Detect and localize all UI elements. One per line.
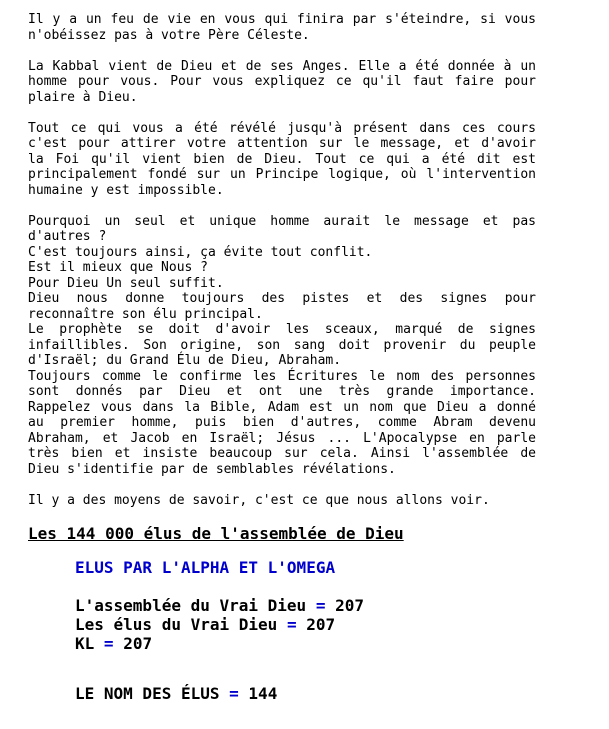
- paragraph-line: Rappelez vous dans la Bible, Adam est un nom que Dieu a donné: [28, 399, 536, 415]
- equation-label: Les élus du Vrai Dieu: [75, 614, 278, 634]
- paragraph: [28, 12, 536, 43]
- paragraph-line: Dieu s'identifie par de semblables révélations.: [28, 461, 396, 477]
- subheading: ELUS PAR L'ALPHA ET L'OMEGA: [75, 557, 336, 577]
- paragraph-line: plaire à Dieu.: [28, 89, 138, 105]
- paragraph-line: Le prophète se doit d'avoir les sceaux, marqué de signes: [28, 322, 536, 337]
- paragraph-line: principalement fondé sur un Principe logique, où l'intervention: [28, 167, 536, 182]
- equation-row: [75, 615, 536, 634]
- paragraph-line: très bien et insiste beaucoup sur cela. Ainsi l'assemblée de: [28, 446, 536, 461]
- equation-operator: =: [229, 683, 239, 703]
- paragraph-line: La Kabbal vient de Dieu et de ses Anges. Elle a été donnée à un: [28, 58, 536, 74]
- paragraph-line: Tout ce qui vous a été révélé jusqu'à présent dans ces cours: [28, 120, 536, 136]
- paragraph-line: sont donnés par Dieu et ont une très grande importance.: [28, 384, 536, 399]
- equation-label: LE NOM DES ÉLUS: [75, 683, 220, 703]
- paragraph-line: Abraham, et Jacob en Israël; Jésus ... L'Apocalypse en parle: [28, 430, 536, 446]
- numerology-block: [75, 558, 536, 703]
- paragraph-line: C'est toujours ainsi, ça évite tout conflit.: [28, 244, 373, 260]
- paragraph-line: la Foi qu'il vient bien de Dieu. Tout ce qui a été dit est: [28, 151, 536, 167]
- paragraph-line: d'Israël; du Grand Élu de Dieu, Abraham.: [28, 353, 342, 368]
- document-body: [28, 12, 536, 703]
- equation-label: L'assemblée du Vrai Dieu: [75, 595, 307, 615]
- paragraph-line: Pour Dieu Un seul suffit.: [28, 275, 224, 291]
- paragraph: [28, 214, 536, 478]
- paragraph: [28, 59, 536, 106]
- final-equation: [75, 684, 536, 703]
- paragraph-line: d'autres ?: [28, 229, 107, 244]
- equation-operator: =: [315, 595, 326, 615]
- equation-value: 207: [335, 595, 365, 615]
- equation-row: [75, 634, 536, 653]
- equation-operator: =: [103, 633, 114, 653]
- paragraph: [28, 493, 536, 509]
- equation-value: 207: [123, 633, 153, 653]
- equation-value: 207: [306, 614, 336, 634]
- paragraph: [28, 121, 536, 199]
- paragraph-line: Toujours comme le confirme les Écritures le nom des personnes: [28, 368, 536, 384]
- paragraph-line: humaine y est impossible.: [28, 182, 224, 198]
- paragraph-line: reconnaître son élu principal.: [28, 306, 263, 322]
- paragraph-line: n'obéissez pas à votre Père Céleste.: [28, 27, 310, 43]
- equation-operator: =: [286, 614, 297, 634]
- paragraph-line: c'est pour attirer votre attention sur le message, et d'avoir: [28, 136, 536, 151]
- paragraphs: [28, 12, 536, 508]
- paragraph-line: Est il mieux que Nous ?: [28, 260, 209, 275]
- section-title: Les 144 000 élus de l'assemblée de Dieu: [28, 523, 404, 543]
- equation-label: KL: [75, 633, 95, 653]
- equation-list: [75, 596, 536, 653]
- paragraph-line: Dieu nous donne toujours des pistes et des signes pour: [28, 291, 536, 306]
- paragraph-line: Pourquoi un seul et unique homme aurait le message et pas: [28, 213, 536, 229]
- paragraph-line: Il y a des moyens de savoir, c'est ce que nous allons voir.: [28, 492, 490, 508]
- paragraph-line: au premier homme, puis bien d'autres, comme Abram devenu: [28, 415, 536, 430]
- equation-row: [75, 596, 536, 615]
- paragraph-line: infaillibles. Son origine, son sang doit provenir du peuple: [28, 337, 536, 353]
- paragraph-line: homme pour vous. Pour vous expliquez ce qu'il faut faire pour: [28, 74, 536, 89]
- equation-value: 144: [248, 683, 278, 703]
- paragraph-line: Il y a un feu de vie en vous qui finira par s'éteindre, si vous: [28, 12, 536, 27]
